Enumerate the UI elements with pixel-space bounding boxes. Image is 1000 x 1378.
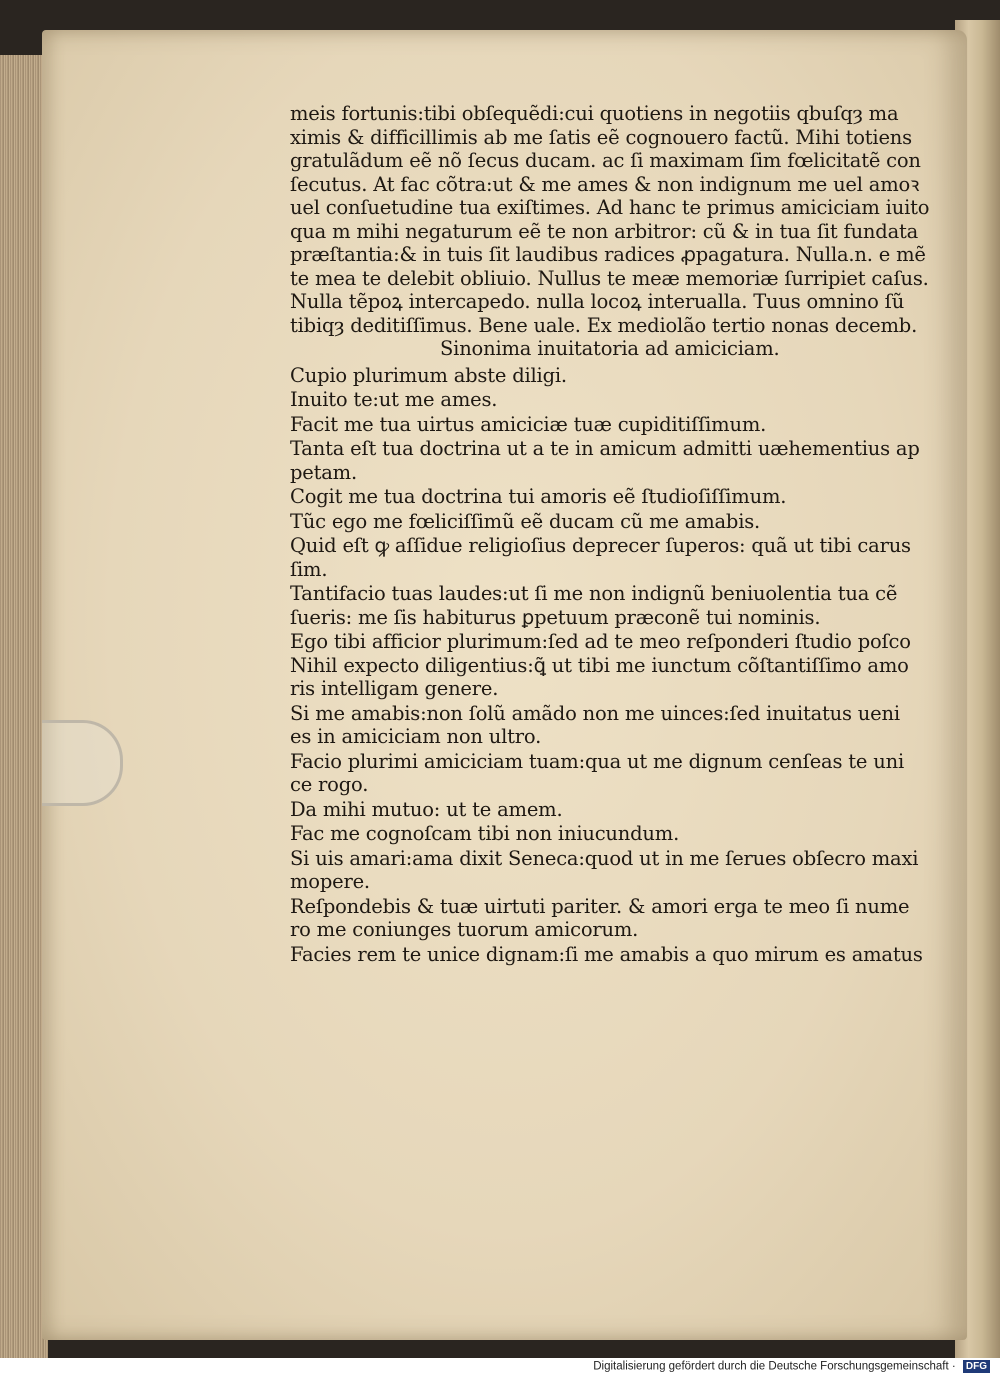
synonym-line: es in amiciciam non ultro. [290,725,542,748]
bookmark-ribbon [42,720,123,806]
synonym-line: ce rogo. [290,773,369,796]
synonym-line: Cogit me tua doctrina tui amoris eẽ ſtudioſiſſimum. [290,485,787,508]
credit-text: Digitalisierung gefördert durch die Deutsche Forschungsgemeinschaft [593,1360,949,1373]
synonym-line: Nihil expecto diligentius:ꝗ̃ ut tibi me iunctum cõſtantiſſimo amo [290,653,909,677]
synonym-line: Si me amabis:non ſolũ amãdo non me uinces:ſed inuitatus ueni [290,701,900,725]
synonym-line: ſueris: me ſis habiturus ꝑpetuum præconẽ tui nominis. [290,605,821,629]
synonym-line: Ego tibi afficior plurimum:ſed ad te meo reſponderi ſtudio poſco [290,630,911,653]
synonym-line: Tantifacio tuas laudes:ut ſi me non indignũ beniuolentia tua cẽ [290,582,898,605]
synonym-line: Da mihi mutuo: ut te amem. [290,797,563,821]
text-line: ximis & difficillimis ab me ſatis eẽ cognouero factũ. Mihi totiens [290,125,912,149]
text-line: gratulãdum eẽ nõ ſecus ducam. ac ſi maximam ſim fœlicitatẽ con [290,149,921,172]
synonym-line: ſim. [290,557,328,581]
text-line: uel conſuetudine tua exiſtimes. Ad hanc te primus amiciciam iuito [290,196,930,219]
synonym-line: Facio plurimi amiciciam tuam:qua ut me dignum cenſeas te uni [290,749,904,773]
text-line: te mea te delebit obliuio. Nullus te meæ memoriæ ſurripiet caſus. [290,266,929,290]
dfg-logo: DFG [963,1360,990,1373]
synonym-line: Tũc ego me fœliciſſimũ eẽ ducam cũ me amabis. [290,509,761,533]
synonym-line: Fac me cognoſcam tibi non iniucundum. [290,822,680,845]
synonym-line: Inuito te:ut me ames. [290,388,498,411]
page-edges-left [0,55,48,1358]
synonym-line: petam. [290,460,357,484]
page-text [290,102,930,966]
text-line: præſtantia:& in tuis ſit laudibus radices ꝓpagatura. Nulla.n. e mẽ [290,243,926,266]
synonym-line: Cupio plurimum abste diligi. [290,363,567,387]
text-line: qua m mihi negaturum eẽ te non arbitror: cũ & in tua ſit fundata [290,219,919,243]
synonym-line: Quid eſt ꝙ aſſidue religioſius deprecer ſuperos: quã ut tibi carus [290,534,911,557]
synonym-line: Reſpondebis & tuæ uirtuti pariter. & amori erga te meo ſi nume [290,894,910,918]
synonym-line: Tanta eſt tua doctrina ut a te in amicum admitti uæhementius ap [290,437,920,460]
text-line: meis fortunis:tibi obſequẽdi:cui quotiens in negotiis qbuſqȝ ma [290,102,899,125]
synonym-line: ris intelligam genere. [290,677,499,700]
text-line: tibiqȝ deditiſſimus. Bene uale. Ex mediolão tertio nonas decemb. [290,313,918,337]
synonym-line: Facit me tua uirtus amiciciæ tuæ cupiditiſſimum. [290,412,767,436]
funding-credit [593,1360,990,1373]
footer-bar [0,1358,1000,1378]
synonym-line: Si uis amari:ama dixit Seneca:quod ut in me ſerues obſecro maxi [290,846,919,870]
synonym-line: mopere. [290,870,370,893]
credit-separator: · [951,1360,959,1373]
synonym-line: ro me coniunges tuorum amicorum. [290,918,639,941]
synonym-line: Facies rem te unice dignam:ſi me amabis a quo mirum es amatus [290,942,923,966]
text-line: ſecutus. At fac cõtra:ut & me ames & non indignum me uel amoꝛ [290,172,920,196]
text-line: Nulla tẽpoꝝ intercapedo. nulla locoꝝ interualla. Tuus omnino ſũ [290,290,905,313]
section-heading: Sinonima inuitatoria ad amiciciam. [440,337,780,360]
